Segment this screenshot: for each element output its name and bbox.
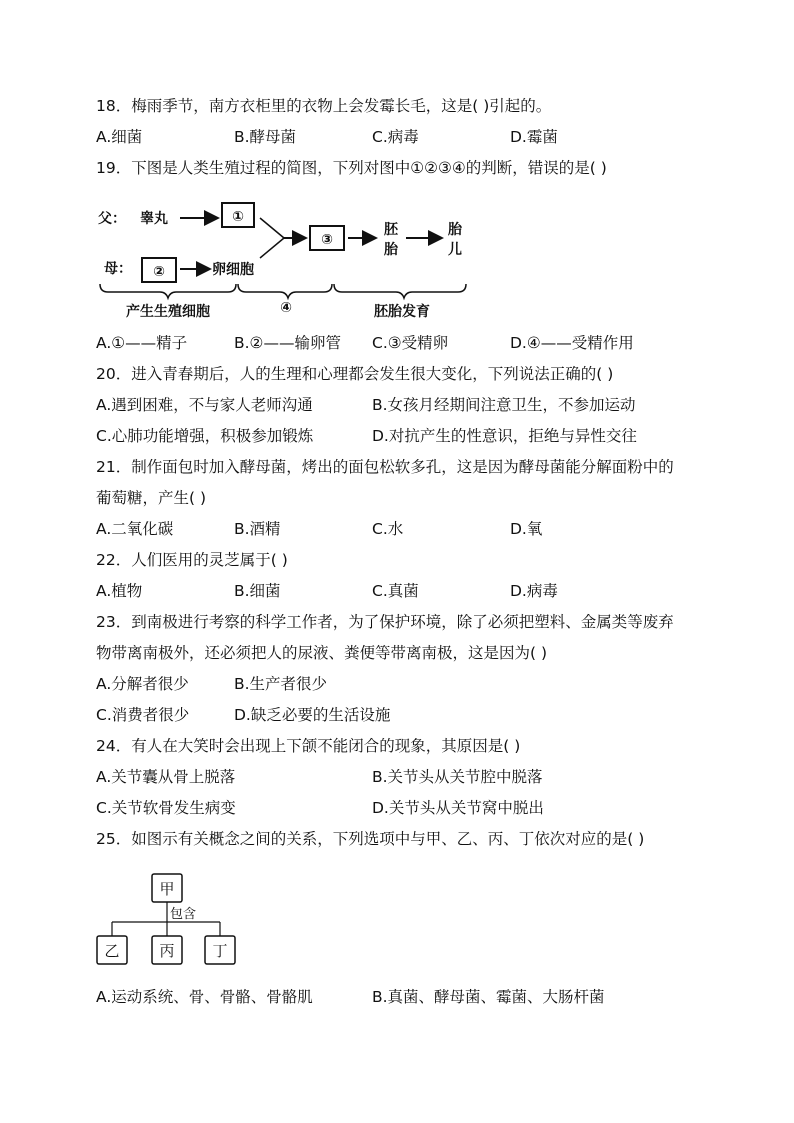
box-2-label: ②: [153, 264, 165, 280]
box-1-label: ①: [232, 209, 244, 225]
q21-option-d: D.氧: [510, 520, 543, 538]
q22-option-c: C.真菌: [372, 582, 419, 600]
q18-option-d: D.霉菌: [510, 128, 558, 146]
q25-stem: 25．如图示有关概念之间的关系，下列选项中与甲、乙、丙、丁依次对应的是( ): [96, 830, 645, 848]
q23-option-d: D.缺乏必要的生活设施: [234, 706, 391, 724]
q21-option-c: C.水: [372, 520, 404, 538]
q21-option-b: B.酒精: [234, 520, 281, 538]
q18-option-b: B.酵母菌: [234, 128, 297, 146]
q24-option-b: B.关节头从关节腔中脱落: [372, 768, 543, 786]
brace-2-label: ④: [280, 300, 292, 316]
brace-1-label: 产生生殖细胞: [126, 304, 210, 320]
q21-stem-line-2: 葡萄糖，产生( ): [96, 489, 207, 507]
q22-option-b: B.细菌: [234, 582, 281, 600]
q18-stem: 18．梅雨季节，南方衣柜里的衣物上会发霉长毛，这是( )引起的。: [96, 97, 552, 115]
q23-stem-line-2: 物带离南极外，还必须把人的尿液、粪便等带离南极，这是因为( ): [96, 644, 548, 662]
concept-diagram: [94, 864, 254, 976]
q19-option-d: D.④——受精作用: [510, 334, 634, 352]
relation-label: 包含: [170, 907, 197, 922]
q22-option-d: D.病毒: [510, 582, 558, 600]
converge-upper: [260, 218, 284, 238]
q23-stem-line-1: 23．到南极进行考察的科学工作者，为了保护环境，除了必须把塑料、金属类等废弃: [96, 613, 674, 631]
mother-label: 母：: [104, 261, 132, 277]
q19-stem: 19．下图是人类生殖过程的简图，下列对图中①②③④的判断，错误的是( ): [96, 159, 607, 177]
q19-option-c: C.③受精卵: [372, 334, 449, 352]
q23-option-b: B.生产者很少: [234, 675, 328, 693]
q19-option-a: A.①——精子: [96, 334, 188, 352]
fetus-label-1: 胎: [448, 222, 462, 238]
q25-option-b: B.真菌、酵母菌、霉菌、大肠杆菌: [372, 988, 605, 1006]
q24-option-a: A.关节囊从骨上脱落: [96, 768, 236, 786]
q24-option-c: C.关节软骨发生病变: [96, 799, 236, 817]
q24-option-d: D.关节头从关节窝中脱出: [372, 799, 544, 817]
converge-lower: [260, 238, 284, 258]
q18-option-c: C.病毒: [372, 128, 419, 146]
brace-3: [334, 284, 466, 298]
q22-option-a: A.植物: [96, 582, 143, 600]
testis-label: 睾丸: [140, 211, 168, 227]
q20-option-b: B.女孩月经期间注意卫生，不参加运动: [372, 396, 636, 414]
embryo-label-1: 胚: [384, 222, 398, 238]
q21-option-a: A.二氧化碳: [96, 520, 174, 538]
brace-3-label: 胚胎发育: [374, 304, 430, 320]
q20-option-c: C.心肺功能增强，积极参加锻炼: [96, 427, 314, 445]
q22-stem: 22．人们医用的灵芝属于( ): [96, 551, 288, 569]
box-3-label: ③: [321, 232, 333, 248]
q18-option-a: A.细菌: [96, 128, 143, 146]
father-label: 父：: [98, 211, 126, 227]
brace-1: [100, 284, 236, 298]
q19-option-b: B.②——输卵管: [234, 334, 341, 352]
box-jia-label: 甲: [159, 880, 175, 898]
box-bing-label: 丙: [159, 942, 175, 960]
embryo-label-2: 胎: [384, 242, 398, 258]
box-yi-label: 乙: [104, 942, 120, 960]
reproduction-diagram: [96, 192, 476, 327]
q23-option-a: A.分解者很少: [96, 675, 189, 693]
box-ding-label: 丁: [212, 942, 228, 960]
fetus-label-2: 儿: [448, 242, 462, 258]
q21-stem-line-1: 21．制作面包时加入酵母菌，烤出的面包松软多孔，这是因为酵母菌能分解面粉中的: [96, 458, 674, 476]
q20-stem: 20．进入青春期后，人的生理和心理都会发生很大变化，下列说法正确的( ): [96, 365, 614, 383]
q20-option-d: D.对抗产生的性意识，拒绝与异性交往: [372, 427, 637, 445]
brace-2: [238, 284, 332, 298]
q25-option-a: A.运动系统、骨、骨骼、骨骼肌: [96, 988, 313, 1006]
egg-label: 卵细胞: [212, 262, 254, 278]
q20-option-a: A.遇到困难，不与家人老师沟通: [96, 396, 313, 414]
q23-option-c: C.消费者很少: [96, 706, 190, 724]
q24-stem: 24．有人在大笑时会出现上下颌不能闭合的现象，其原因是( ): [96, 737, 521, 755]
